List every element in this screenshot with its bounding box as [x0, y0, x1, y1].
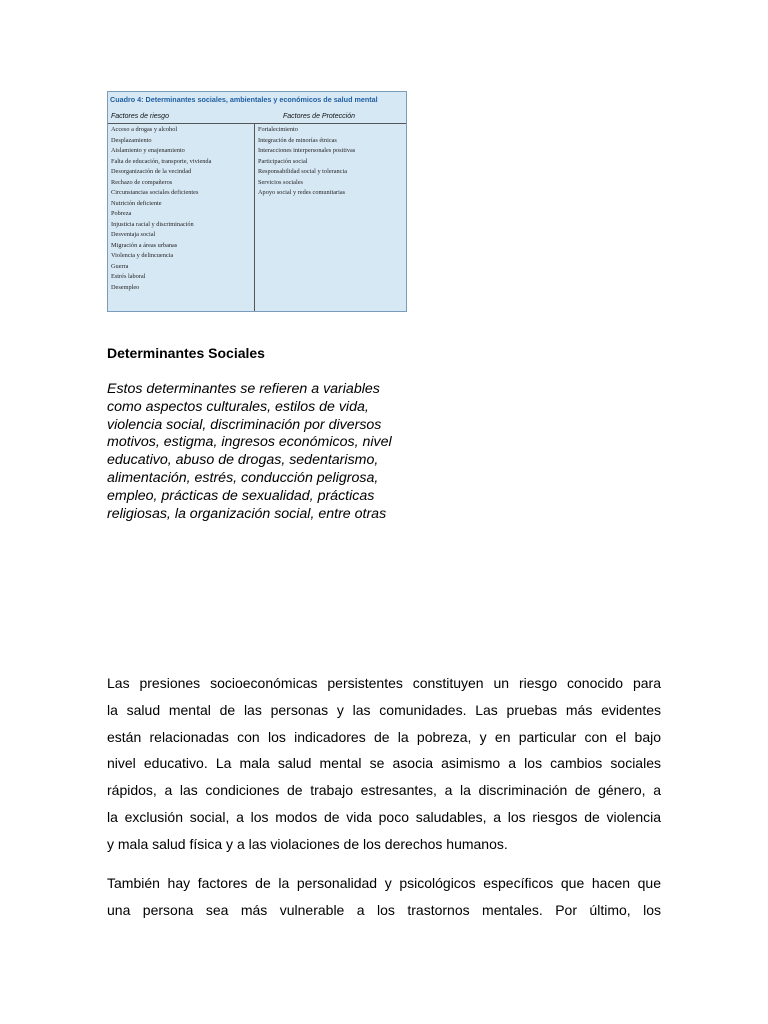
protective-factor-item: Participación social: [258, 157, 308, 165]
paragraph-line: y mala salud física y a las violaciones de los derechos humanos.: [107, 835, 508, 852]
protective-factors-list: [258, 125, 404, 199]
description-line: empleo, prácticas de sexualidad, prácticas: [107, 487, 375, 504]
risk-factor-item: Guerra: [111, 262, 129, 270]
paragraph-line: la exclusión social, a los modos de vida poco saludables, a los riesgos de violencia: [107, 808, 661, 825]
section-heading: Determinantes Sociales: [107, 345, 265, 361]
table-header-row: [108, 111, 406, 124]
body-paragraph-personality: [107, 870, 661, 924]
risk-factor-item: Acceso a drogas y alcohol: [111, 126, 178, 133]
description-line: como aspectos culturales, estilos de vida,: [107, 398, 369, 415]
risk-factor-item: Desempleo: [111, 283, 140, 291]
risk-factor-item: Circunstancias sociales deficientes: [111, 189, 199, 196]
risk-factor-item: Injusticia racial y discriminación: [111, 220, 194, 228]
protective-factor-item: Apoyo social y redes comunitarias: [258, 189, 346, 196]
table-caption: Cuadro 4: Determinantes sociales, ambientales y económicos de salud mental: [110, 95, 378, 104]
paragraph-line: nivel educativo. La mala salud mental se asocia asimismo a los cambios sociales: [107, 755, 661, 772]
determinants-description: [107, 381, 427, 523]
risk-factor-item: Rechazo de compañeros: [111, 178, 173, 186]
risk-factor-item: Desplazamiento: [111, 136, 152, 144]
body-paragraph-socioeconomic: [107, 670, 661, 858]
paragraph-line: una persona sea más vulnerable a los trastornos mentales. Por último, los: [107, 901, 661, 918]
description-line: educativo, abuso de drogas, sedentarismo,: [107, 452, 379, 469]
column-divider: [254, 123, 255, 311]
description-line: alimentación, estrés, conducción peligrosa,: [107, 469, 379, 486]
risk-factor-item: Nutrición deficiente: [111, 199, 162, 207]
protective-factor-item: Responsabilidad social y tolerancia: [258, 168, 348, 175]
risk-factors-list: [111, 125, 251, 293]
description-line: Estos determinantes se refieren a variables: [107, 381, 380, 397]
determinants-table-figure: [107, 91, 407, 312]
protective-factor-item: Servicios sociales: [258, 178, 303, 186]
description-line: motivos, estigma, ingresos económicos, nivel: [107, 434, 392, 451]
paragraph-line: están relacionadas con los indicadores de la pobreza, y en particular con el bajo: [107, 728, 661, 745]
risk-factor-item: Desorganización de la vecindad: [111, 168, 192, 175]
header-risk-factors: Factores de riesgo: [111, 113, 169, 120]
risk-factor-item: Migración a áreas urbanas: [111, 241, 178, 249]
description-line: religiosas, la organización social, entre otras: [107, 505, 387, 522]
risk-factor-item: Pobreza: [111, 210, 132, 217]
description-line: violencia social, discriminación por diversos: [107, 416, 382, 433]
paragraph-line: la salud mental de las personas y las comunidades. Las pruebas más evidentes: [107, 701, 661, 718]
paragraph-line: Las presiones socioeconómicas persistentes constituyen un riesgo conocido para: [107, 675, 661, 691]
protective-factor-item: Fortalecimiento: [258, 126, 298, 133]
paragraph-line: También hay factores de la personalidad y psicológicos específicos que hacen que: [107, 875, 661, 891]
risk-factor-item: Violencia y delincuencia: [111, 252, 174, 259]
protective-factor-item: Integración de minorías étnicas: [258, 136, 337, 144]
risk-factor-item: Aislamiento y enajenamiento: [111, 147, 185, 154]
header-protective-factors: Factores de Protección: [283, 113, 355, 120]
risk-factor-item: Falta de educación, transporte, vivienda: [111, 157, 212, 165]
protective-factor-item: Interacciones interpersonales positivas: [258, 147, 356, 154]
risk-factor-item: Desventaja social: [111, 231, 156, 238]
risk-factor-item: Estrés laboral: [111, 273, 146, 280]
paragraph-line: rápidos, a las condiciones de trabajo estresantes, a la discriminación de género, a: [107, 782, 661, 799]
